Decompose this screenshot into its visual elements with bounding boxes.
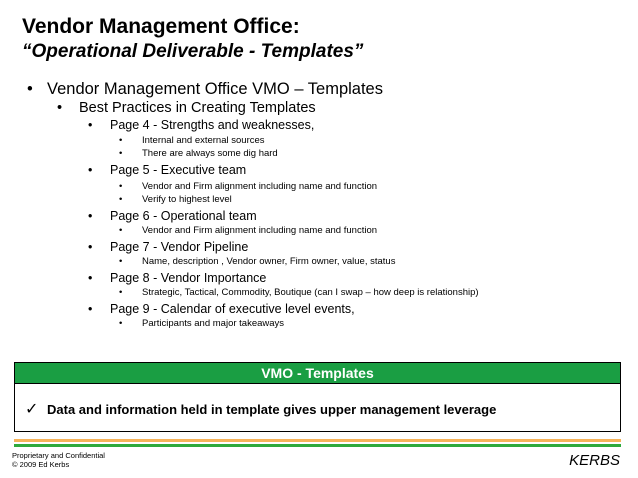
bullet-icon: • [88,163,93,177]
brand-logo-text: KERBS [569,452,620,469]
footer-divider-green [14,444,621,447]
bullet-icon: • [119,194,123,205]
bullet-icon: • [119,287,123,298]
footer-divider-orange [14,439,621,442]
bullet-icon: • [88,118,93,132]
footer-notice [12,451,105,469]
summary-statement: Data and information held in template gives upper management leverage [47,402,497,417]
slide-subtitle: “Operational Deliverable - Templates” [22,41,364,62]
summary-box-header: VMO - Templates [15,363,620,384]
bullet-icon: • [88,271,93,285]
bullet-icon: • [119,318,123,329]
summary-box-text [25,399,496,419]
bullet-icon: • [88,240,93,254]
checkmark-icon: ✓ [25,401,39,418]
bullet-icon: • [119,225,123,236]
bullet-icon: • [88,209,93,223]
confidential-label: Proprietary and Confidential [12,451,105,460]
bullet-icon: • [88,302,93,316]
bullet-icon: • [57,100,63,116]
bullet-icon: • [119,256,123,267]
copyright-label: © 2009 Ed Kerbs [12,460,70,469]
summary-box [14,362,621,432]
bullet-icon: • [27,80,33,98]
slide-title: Vendor Management Office: [22,15,300,38]
bullet-icon: • [119,148,123,159]
bullet-icon: • [119,135,123,146]
bullet-icon: • [119,181,123,192]
